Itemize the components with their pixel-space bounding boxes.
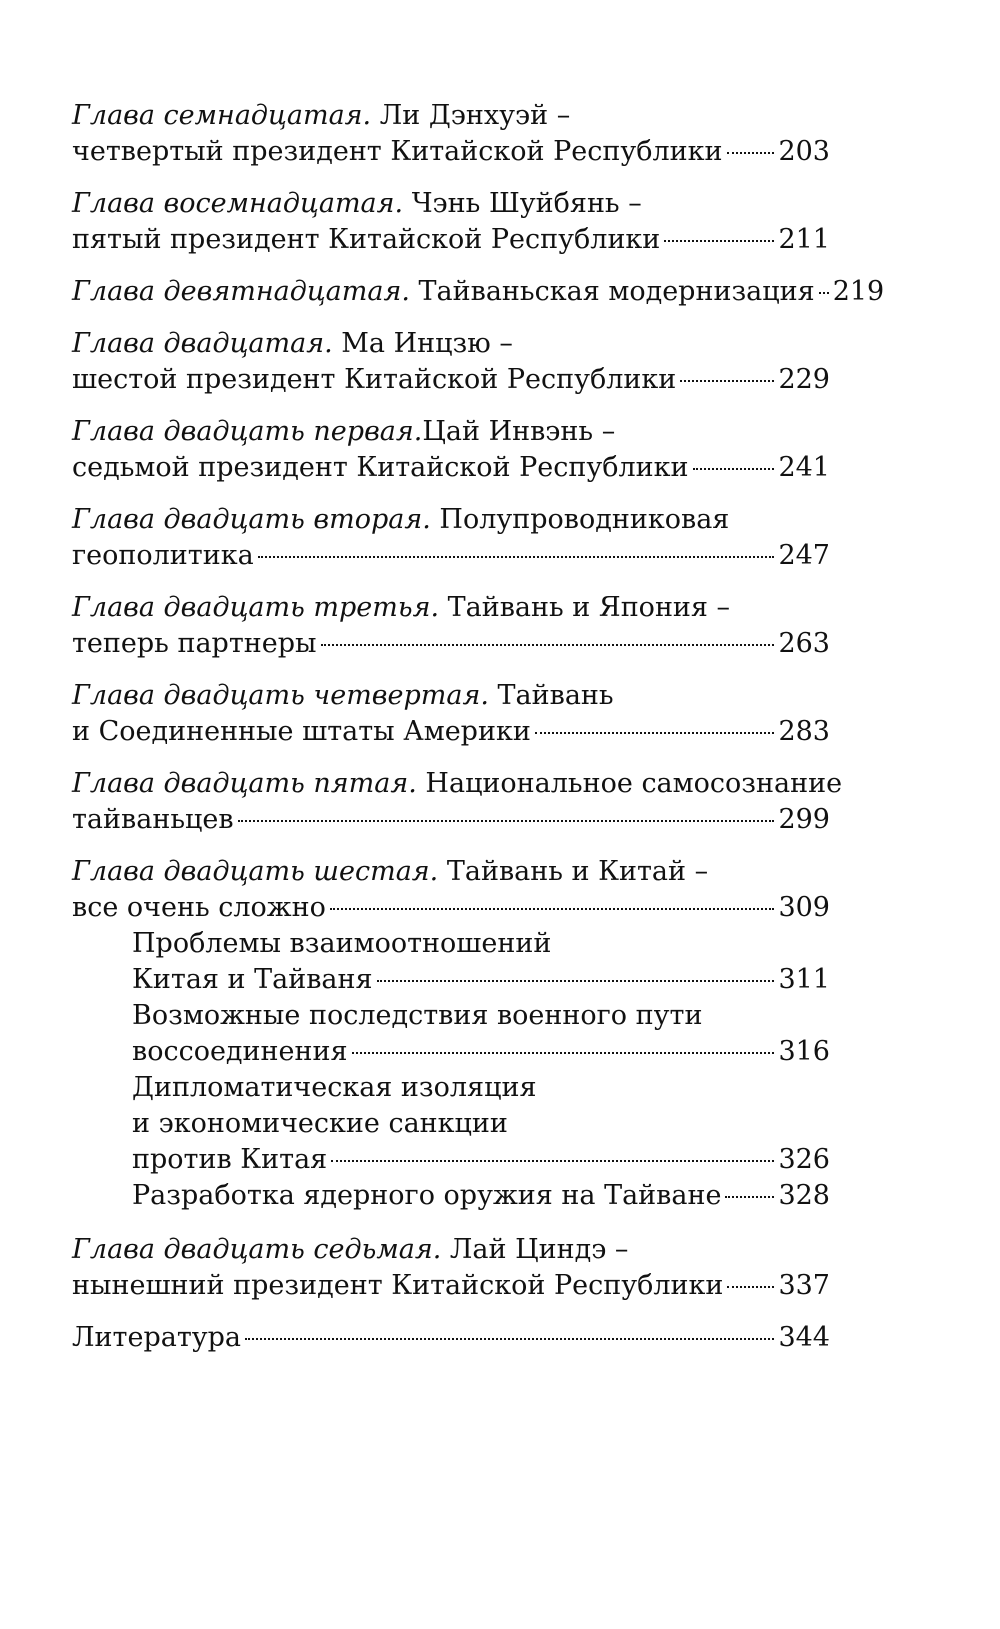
page-number: 344 xyxy=(778,1322,830,1353)
chapter-title: Чэнь Шуйбянь – xyxy=(403,188,642,219)
chapter-title-cont: четвертый президент Китайской Республики xyxy=(72,136,723,167)
toc-entry-chapter-21 xyxy=(72,414,830,486)
toc-subentry xyxy=(132,1178,830,1214)
page-number: 283 xyxy=(778,716,830,747)
toc-entry-literature xyxy=(72,1320,830,1356)
subsection-list xyxy=(72,926,830,1214)
chapter-label: Глава двадцать шестая. xyxy=(72,856,439,887)
page-number: 311 xyxy=(778,964,830,995)
chapter-title: Тайвань xyxy=(488,680,614,711)
toc-entry-chapter-17 xyxy=(72,98,830,170)
toc-entry-chapter-23 xyxy=(72,590,830,662)
page-number: 211 xyxy=(778,224,830,255)
chapter-title-cont: теперь партнеры xyxy=(72,628,317,659)
page-number: 316 xyxy=(778,1036,830,1067)
chapter-title-cont: и Соединенные штаты Америки xyxy=(72,716,531,747)
chapter-title: Тайвань и Китай – xyxy=(438,856,709,887)
toc-entry-chapter-20 xyxy=(72,326,830,398)
chapter-label: Глава двадцать вторая. xyxy=(72,504,431,535)
chapter-label: Глава двадцать седьмая. xyxy=(72,1234,442,1265)
toc-entry-chapter-26 xyxy=(72,854,830,1214)
chapter-label: Глава восемнадцатая. xyxy=(72,188,404,219)
chapter-label: Глава двадцать пятая. xyxy=(72,768,417,799)
toc-subentry xyxy=(132,1070,830,1178)
page-number: 309 xyxy=(778,892,830,923)
chapter-title: Полупроводниковая xyxy=(430,504,730,535)
dot-leader xyxy=(693,468,775,470)
chapter-label: Глава двадцать третья. xyxy=(72,592,440,623)
page-number: 326 xyxy=(778,1144,830,1175)
chapter-title: Ли Дэнхуэй – xyxy=(371,100,571,131)
chapter-title: Тайваньская модернизация xyxy=(409,276,815,307)
chapter-label: Глава семнадцатая. xyxy=(72,100,372,131)
page-number: 247 xyxy=(778,540,830,571)
page-number: 299 xyxy=(778,804,830,835)
dot-leader xyxy=(352,1052,775,1054)
page-number: 219 xyxy=(832,276,885,307)
chapter-label: Глава девятнадцатая. xyxy=(72,276,410,307)
page-number: 203 xyxy=(778,136,830,167)
toc-entry-chapter-25 xyxy=(72,766,843,838)
chapter-title-cont: седьмой президент Китайской Республики xyxy=(72,452,689,483)
chapter-title: Тайвань и Япония – xyxy=(439,592,731,623)
dot-leader xyxy=(819,292,829,294)
toc-entry-chapter-18 xyxy=(72,186,830,258)
chapter-label: Глава двадцать четвертая. xyxy=(72,680,489,711)
toc-entry-chapter-22 xyxy=(72,502,830,574)
subsection-title: и экономические санкции xyxy=(132,1108,508,1139)
dot-leader xyxy=(727,1286,774,1288)
dot-leader xyxy=(245,1338,774,1340)
dot-leader xyxy=(535,732,775,734)
table-of-contents xyxy=(72,98,885,1372)
chapter-title-cont: пятый президент Китайской Республики xyxy=(72,224,661,255)
dot-leader xyxy=(377,980,775,982)
subsection-title: Проблемы взаимоотношений xyxy=(132,928,552,959)
subsection-title-cont: Китая и Тайваня xyxy=(132,964,373,995)
toc-entry-chapter-27 xyxy=(72,1232,830,1304)
chapter-title: Лай Циндэ – xyxy=(441,1234,629,1265)
toc-subentry xyxy=(132,998,830,1070)
page-number: 229 xyxy=(778,364,830,395)
subsection-title-cont: против Китая xyxy=(132,1144,328,1175)
chapter-title-cont: нынешний президент Китайской Республики xyxy=(72,1270,724,1301)
chapter-title-cont: шестой президент Китайской Республики xyxy=(72,364,677,395)
subsection-title-cont: воссоединения xyxy=(132,1036,348,1067)
subsection-title: Дипломатическая изоляция xyxy=(132,1072,537,1103)
chapter-title: Цай Инвэнь – xyxy=(422,416,616,447)
chapter-title-cont: тайваньцев xyxy=(72,804,234,835)
chapter-title-cont: геополитика xyxy=(72,540,254,571)
dot-leader xyxy=(331,1160,774,1162)
page-number: 328 xyxy=(778,1180,830,1211)
dot-leader xyxy=(664,240,774,242)
dot-leader xyxy=(238,820,775,822)
page-number: 337 xyxy=(778,1270,830,1301)
chapter-title-cont: все очень сложно xyxy=(72,892,326,923)
dot-leader xyxy=(727,152,775,154)
chapter-label: Глава двадцать первая. xyxy=(72,416,423,447)
dot-leader xyxy=(330,908,775,910)
toc-entry-chapter-24 xyxy=(72,678,830,750)
dot-leader xyxy=(258,556,775,558)
dot-leader xyxy=(680,380,774,382)
toc-subentry xyxy=(132,926,830,998)
page-number: 263 xyxy=(778,628,830,659)
chapter-title: Национальное самосознание xyxy=(416,768,843,799)
subsection-title-cont: Разработка ядерного оружия на Тайване xyxy=(132,1180,722,1211)
toc-entry-chapter-19 xyxy=(72,274,885,310)
chapter-title: Ма Инцзю – xyxy=(332,328,513,359)
dot-leader xyxy=(725,1196,774,1198)
dot-leader xyxy=(321,644,775,646)
page-number: 241 xyxy=(778,452,830,483)
section-title: Литература xyxy=(72,1322,242,1353)
subsection-title: Возможные последствия военного пути xyxy=(132,1000,703,1031)
chapter-label: Глава двадцатая. xyxy=(72,328,333,359)
